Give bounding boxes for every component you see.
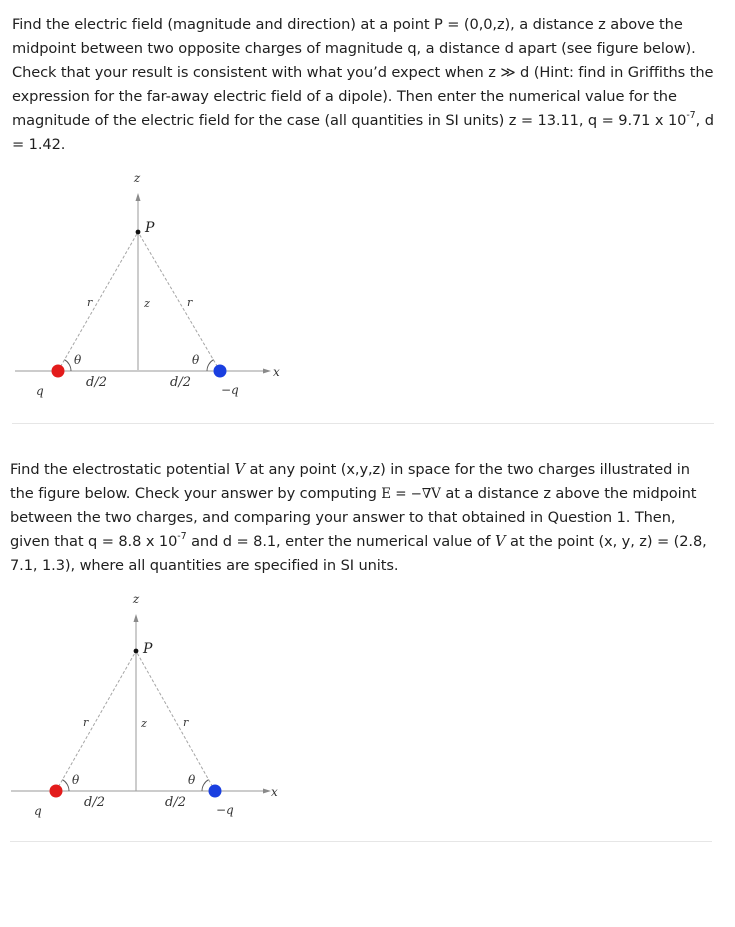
height-label: z — [144, 297, 150, 310]
point-p-label: P — [145, 220, 155, 236]
potential-symbol: V — [234, 461, 245, 478]
right-half-separation-label: d/2 — [165, 795, 186, 810]
right-distance-label: r — [183, 716, 189, 729]
dipole-diagram-1 — [5, 158, 305, 418]
positive-charge-label: q — [36, 384, 44, 398]
point-p-label: P — [143, 641, 153, 657]
potential-symbol-2: V — [495, 533, 506, 550]
z-axis-label: z — [132, 592, 140, 606]
point-p-dot — [134, 649, 139, 654]
right-angle-label: θ — [188, 773, 196, 787]
left-distance-label: r — [83, 716, 89, 729]
dipole-figure-2 — [1, 579, 301, 839]
right-r-line — [136, 651, 215, 791]
question-1-text-part-2: , d = 1.42. — [12, 112, 714, 153]
left-distance-label: r — [87, 296, 93, 309]
left-angle-arc — [65, 360, 72, 371]
negative-charge — [209, 785, 222, 798]
right-distance-label: r — [187, 296, 193, 309]
question-2 — [0, 445, 735, 845]
question-2-text-part-1: Find the electrostatic potential — [10, 461, 235, 478]
right-angle-arc — [207, 360, 214, 371]
z-axis-label: z — [133, 171, 141, 185]
z-axis-arrow — [134, 614, 139, 622]
positive-charge — [52, 365, 65, 378]
question-2-divider — [10, 841, 712, 842]
negative-charge-label: −q — [221, 383, 239, 397]
left-r-line — [58, 232, 138, 371]
left-angle-arc — [63, 780, 70, 791]
dipole-figure-1 — [5, 158, 305, 418]
question-1-text-part-1: Find the electric field (magnitude and direction) at a point P = (0,0,z), a distance z above the midpoint between two opposite charges of magnitude q, a distance d apart (see figure below). Check that your result is consistent with what you’d expect when z ≫ d (Hint: find in Griffiths the expression for the far-away electric field of a dipole). Then enter the numerical value for the magnitude of the electric field for the case (all quantities in SI units) z = 13.11, q = 9.71 x 10 — [12, 16, 714, 129]
x-axis-label: x — [271, 785, 278, 799]
x-axis-arrow — [263, 369, 271, 374]
question-2-text-part-4: and d = 8.1, enter the numerical value of — [186, 533, 496, 550]
question-2-exponent: -7 — [177, 531, 187, 543]
right-r-line — [138, 232, 220, 371]
question-1-text — [12, 13, 718, 157]
right-angle-label: θ — [192, 353, 200, 367]
question-2-text-part-2: at any point (x,y,z) in space for the two charges illustrated in the figure below. Check your answer by computing — [10, 461, 690, 502]
negative-charge-label: −q — [216, 803, 234, 817]
question-1-divider — [12, 423, 714, 424]
question-1 — [0, 0, 735, 425]
positive-charge — [50, 785, 63, 798]
height-label: z — [141, 717, 147, 730]
question-1-exponent: -7 — [686, 110, 696, 122]
question-2-text-part-5: at the point (x, y, z) = (2.8, 7.1, 1.3), where all quantities are specified in SI units. — [10, 533, 707, 574]
right-half-separation-label: d/2 — [170, 375, 191, 390]
negative-charge — [214, 365, 227, 378]
left-r-line — [56, 651, 136, 791]
left-half-separation-label: d/2 — [84, 795, 105, 810]
point-p-dot — [136, 230, 141, 235]
z-axis-arrow — [136, 193, 141, 201]
question-2-text-part-3: at a distance z above the midpoint between the two charges, and comparing your answer to that obtained in Question 1. Then, given that q = 8.8 x 10 — [10, 485, 697, 550]
positive-charge-label: q — [34, 804, 42, 818]
right-angle-arc — [202, 780, 209, 791]
left-angle-label: θ — [72, 773, 80, 787]
left-angle-label: θ — [74, 353, 82, 367]
left-half-separation-label: d/2 — [86, 375, 107, 390]
gradient-formula: E = −∇V — [381, 486, 441, 502]
dipole-diagram-2 — [1, 579, 301, 839]
x-axis-label: x — [273, 365, 280, 379]
question-2-text — [10, 458, 716, 578]
x-axis-arrow — [263, 789, 271, 794]
